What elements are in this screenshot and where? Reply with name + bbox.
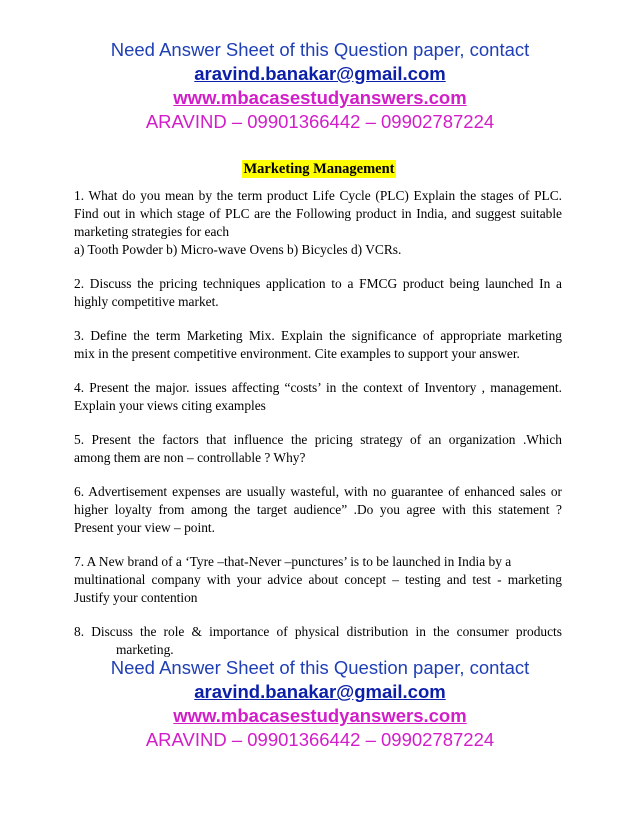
contact-phone-text: ARAVIND – 09901366442 – 09902787224 (145, 111, 495, 132)
contact-footer (60, 656, 580, 752)
question-line: 3. Define the term Marketing Mix. Explain the significance of appropriate marketing (74, 328, 562, 343)
question-5 (74, 431, 562, 467)
question-line: Justify your contention (74, 590, 198, 605)
question-line: a) Tooth Powder b) Micro-wave Ovens b) Bicycles d) VCRs. (74, 242, 402, 257)
question-2 (74, 275, 562, 311)
document-title: Marketing Management (243, 161, 395, 177)
contact-need-text: Need Answer Sheet of this Question paper, contact (110, 39, 530, 60)
contact-header (60, 38, 580, 134)
question-list (74, 187, 562, 675)
question-line: multinational company with your advice about concept – testing and test - marketing (74, 572, 562, 587)
question-4 (74, 379, 562, 415)
question-line: 2. Discuss the pricing techniques application to a FMCG product being launched In a (74, 276, 562, 291)
question-line: 6. Advertisement expenses are usually wasteful, with no guarantee of enhanced sales or (74, 484, 562, 499)
question-line: higher loyalty from among the target audience” .Do you agree with this statement ? (74, 502, 562, 517)
question-line: mix in the present competitive environment. Cite examples to support your answer. (74, 346, 520, 361)
question-line: 1. What do you mean by the term product Life Cycle (PLC) Explain the stages of PLC. (74, 188, 562, 203)
question-7 (74, 553, 562, 607)
contact-website-link[interactable]: www.mbacasestudyanswers.com (173, 87, 467, 108)
question-1 (74, 187, 562, 259)
question-line: marketing. (116, 642, 174, 657)
title-wrap (0, 160, 638, 178)
question-line: 8. Discuss the role & importance of physical distribution in the consumer products (74, 624, 562, 639)
question-8 (74, 623, 562, 659)
question-line: 5. Present the factors that influence the pricing strategy of an organization .Which (74, 432, 562, 447)
question-line: among them are non – controllable ? Why? (74, 450, 306, 465)
question-line: Present your view – point. (74, 520, 215, 535)
question-line: 7. A New brand of a ‘Tyre –that-Never –punctures’ is to be launched in India by a (74, 554, 512, 569)
question-line: highly competitive market. (74, 294, 219, 309)
question-3 (74, 327, 562, 363)
contact-website-link[interactable]: www.mbacasestudyanswers.com (173, 705, 467, 726)
contact-email-link[interactable]: aravind.banakar@gmail.com (194, 63, 446, 84)
question-6 (74, 483, 562, 537)
question-line: marketing strategies for each (74, 224, 230, 239)
question-line: 4. Present the major. issues affecting “costs’ in the context of Inventory , management. (74, 380, 562, 395)
question-line: Explain your views citing examples (74, 398, 266, 413)
contact-phone-text: ARAVIND – 09901366442 – 09902787224 (145, 729, 495, 750)
question-line: Find out in which stage of PLC are the Following product in India, and suggest suitable (74, 206, 562, 221)
contact-need-text: Need Answer Sheet of this Question paper, contact (110, 657, 530, 678)
contact-email-link[interactable]: aravind.banakar@gmail.com (194, 681, 446, 702)
